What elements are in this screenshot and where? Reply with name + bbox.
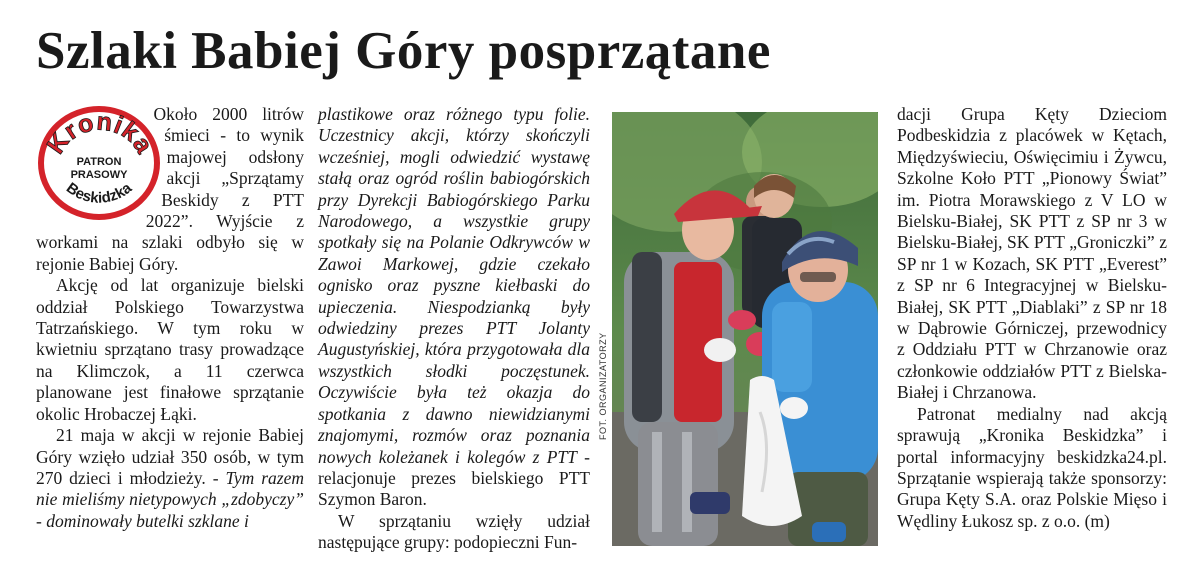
quote-attribution: - relacjonuje prezes bielskiego PTT Szymon Baron.: [318, 446, 590, 510]
logo-top-text: Kronika: [41, 107, 159, 159]
quote-continued: plastikowe oraz różnego typu folie. Uczestnicy akcji, którzy skończyli wcześniej, mogli odwiedzić wystawę stałą oraz ogród roślin babiogórskich przy Dyrekcji Babiogórskiego Parku Narodowego, a wszystkie grupy spotkały się na Polanie Odkrywców w Zawoi Markowej, gdzie czekało ognisko oraz pyszne kiełbaski do upieczenia. Niespodzianką były odwiedziny prezes PTT Jolanty Augustyńskiej, która przygotowała dla wszystkich słodki poczęstunek. Oczywiście była też okazja do spotkania z dawno niewidzianymi znajomymi, rozmów oraz poznania nowych koleżanek i kolegów z PTT: [318, 104, 590, 467]
paragraph-patronage: Patronat medialny nad akcją sprawują „Kronika Beskidzka” i portal informacyjny beskidzka24.pl. Sprzątanie wspierają także sponsorzy: Grupa Kęty S.A. oraz Polskie Mięso i Wędliny Łukosz sp. z o.o. (m): [897, 403, 1167, 531]
photo-volunteers-cleanup-icon: [612, 112, 878, 546]
paragraph-organizer: Akcję od lat organizuje bielski oddział Polskiego Towarzystwa Tatrzańskiego. W tym roku w kwietniu sprzątano trasy prowadzące na Klimczok, a 11 czerwca planowane jest finałowe sprzątanie okolic Hrobaczej Łąki.: [36, 275, 304, 424]
paragraph-may-event: [36, 425, 304, 532]
svg-text:Beskidzka: [63, 179, 136, 207]
quote-start: Tym razem nie mieliśmy nietypowych „zdobyczy” - dominowały butelki szklane i: [36, 467, 304, 531]
photo-credit: FOT. ORGANIZATORZY: [598, 332, 608, 440]
article-photo: [612, 112, 878, 546]
paragraph-intro: Około 2000 litrów śmieci - to wynik majowej odsłony akcji „Sprzątamy Beskidy z PTT 2022”. Wyjście z workami na szlaki odbyło się w rejonie Babiej Góry.: [36, 104, 304, 274]
article-column-2: [318, 104, 590, 554]
logo-middle-text-1: PATRON: [76, 156, 122, 168]
may-event-text: 21 maja w akcji w rejonie Babiej Góry wzięło udział 350 osób, w tym 270 dzieci i młodzieży. -: [36, 425, 304, 488]
kronika-beskidzka-patron-logo: [36, 106, 162, 220]
paragraph-quote: [318, 104, 590, 511]
logo-bottom-text: Beskidzka: [62, 179, 136, 207]
article-column-4: [897, 104, 1167, 532]
article-column-1: [36, 104, 304, 532]
paragraph-groups: W sprzątaniu wzięły udział następujące grupy: podopieczni Fun-: [318, 510, 590, 553]
logo-middle-text-2: PRASOWY: [70, 169, 128, 181]
paragraph-groups-continued: dacji Grupa Kęty Dzieciom Podbeskidzia z placówek w Kętach, Międzyświeciu, Oświęcimiu i Żywcu, Szkolne Koło PTT „Pionowy Świat” im. Piotra Morawskiego z V LO w Bielsku-Białej, SK PTT z SP nr 3 w Bielsku-Białej, SK PTT „Groniczki” z SP nr 1 w Kozach, SK PTT „Everest” z SP nr 6 Integracyjnej w Bielsku-Białej, SK PTT „Diablaki” z SP nr 18 w Dąbrowie Górniczej, przewodnicy z Oddziału PTT w Chrzanowie oraz członkowie oddziałów PTT z Bielska-Białej i Chrzanowa.: [897, 104, 1167, 403]
svg-text:Kronika: [42, 108, 159, 159]
article-headline: Szlaki Babiej Góry posprzątane: [36, 22, 771, 80]
